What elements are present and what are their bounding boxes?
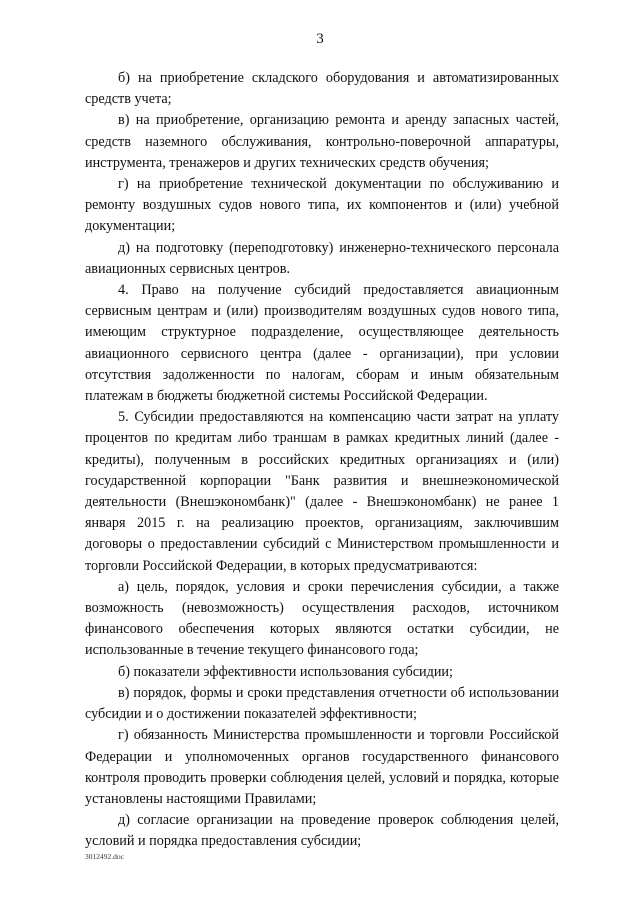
paragraph-d-consent: д) согласие организации на проведение проверок соблюдения целей, условий и порядка предоставления субсидии; bbox=[85, 812, 559, 850]
paragraph-4-eligibility: 4. Право на получение субсидий предоставляется авиационным сервисным центрам и (или) производителям воздушных судов нового типа, имеющим структурное подразделение, осуществляющее деятельность авиационного сервисного центра (далее - организации), при условии отсутствия задолженности по налогам, сборам и иным обязательным платежам в бюджеты бюджетной системы Российской Федерации. bbox=[85, 282, 559, 405]
paragraph-g-obligation: г) обязанность Министерства промышленности и торговли Российской Федерации и уполномоченных органов государственного финансового контроля проводить проверки соблюдения целей, условий и порядка, которые установлены настоящими Правилами; bbox=[85, 727, 559, 807]
paragraph-b-indicators: б) показатели эффективности использования субсидии; bbox=[118, 663, 453, 680]
document-body bbox=[85, 68, 559, 853]
paragraph-5-subsidies: 5. Субсидии предоставляются на компенсацию части затрат на уплату процентов по кредитам либо траншам в рамках кредитных линий (далее - кредиты), полученным в российских кредитных организациях и (или) государственной корпорации "Банк развития и внешнеэкономической деятельности (Внешэкономбанк)" (далее - Внешэкономбанк) не ранее 1 января 2015 г. на реализацию проектов, организациям, заключившим договоры о предоставлении субсидий с Министерством промышленности и торговли Российской Федерации, в которых предусматриваются: bbox=[85, 409, 559, 574]
page-number: 3 bbox=[316, 31, 324, 47]
paragraph-b-warehouse: б) на приобретение складского оборудования и автоматизированных средств учета; bbox=[85, 70, 559, 108]
paragraph-v-spare-parts: в) на приобретение, организацию ремонта и аренду запасных частей, средств наземного обслуживания, контрольно-поверочной аппаратуры, инструмента, тренажеров и других технических средств обучения; bbox=[85, 112, 559, 171]
file-name-footer: 3012492.doc bbox=[85, 852, 124, 861]
paragraph-a-purpose: а) цель, порядок, условия и сроки перечисления субсидии, а также возможность (невозможность) осуществления расходов, источником финансового обеспечения которых являются остатки субсидии, не использованные в течение текущего финансового года; bbox=[85, 578, 559, 659]
paragraph-d-training: д) на подготовку (переподготовку) инженерно-технического персонала авиационных сервисных центров. bbox=[85, 239, 559, 277]
paragraph-v-reporting: в) порядок, формы и сроки представления отчетности об использовании субсидии и о достижении показателей эффективности; bbox=[85, 684, 559, 723]
paragraph-g-documentation: г) на приобретение технической документации по обслуживанию и ремонту воздушных судов нового типа, их компонентов и (или) учебной документации; bbox=[85, 176, 559, 235]
